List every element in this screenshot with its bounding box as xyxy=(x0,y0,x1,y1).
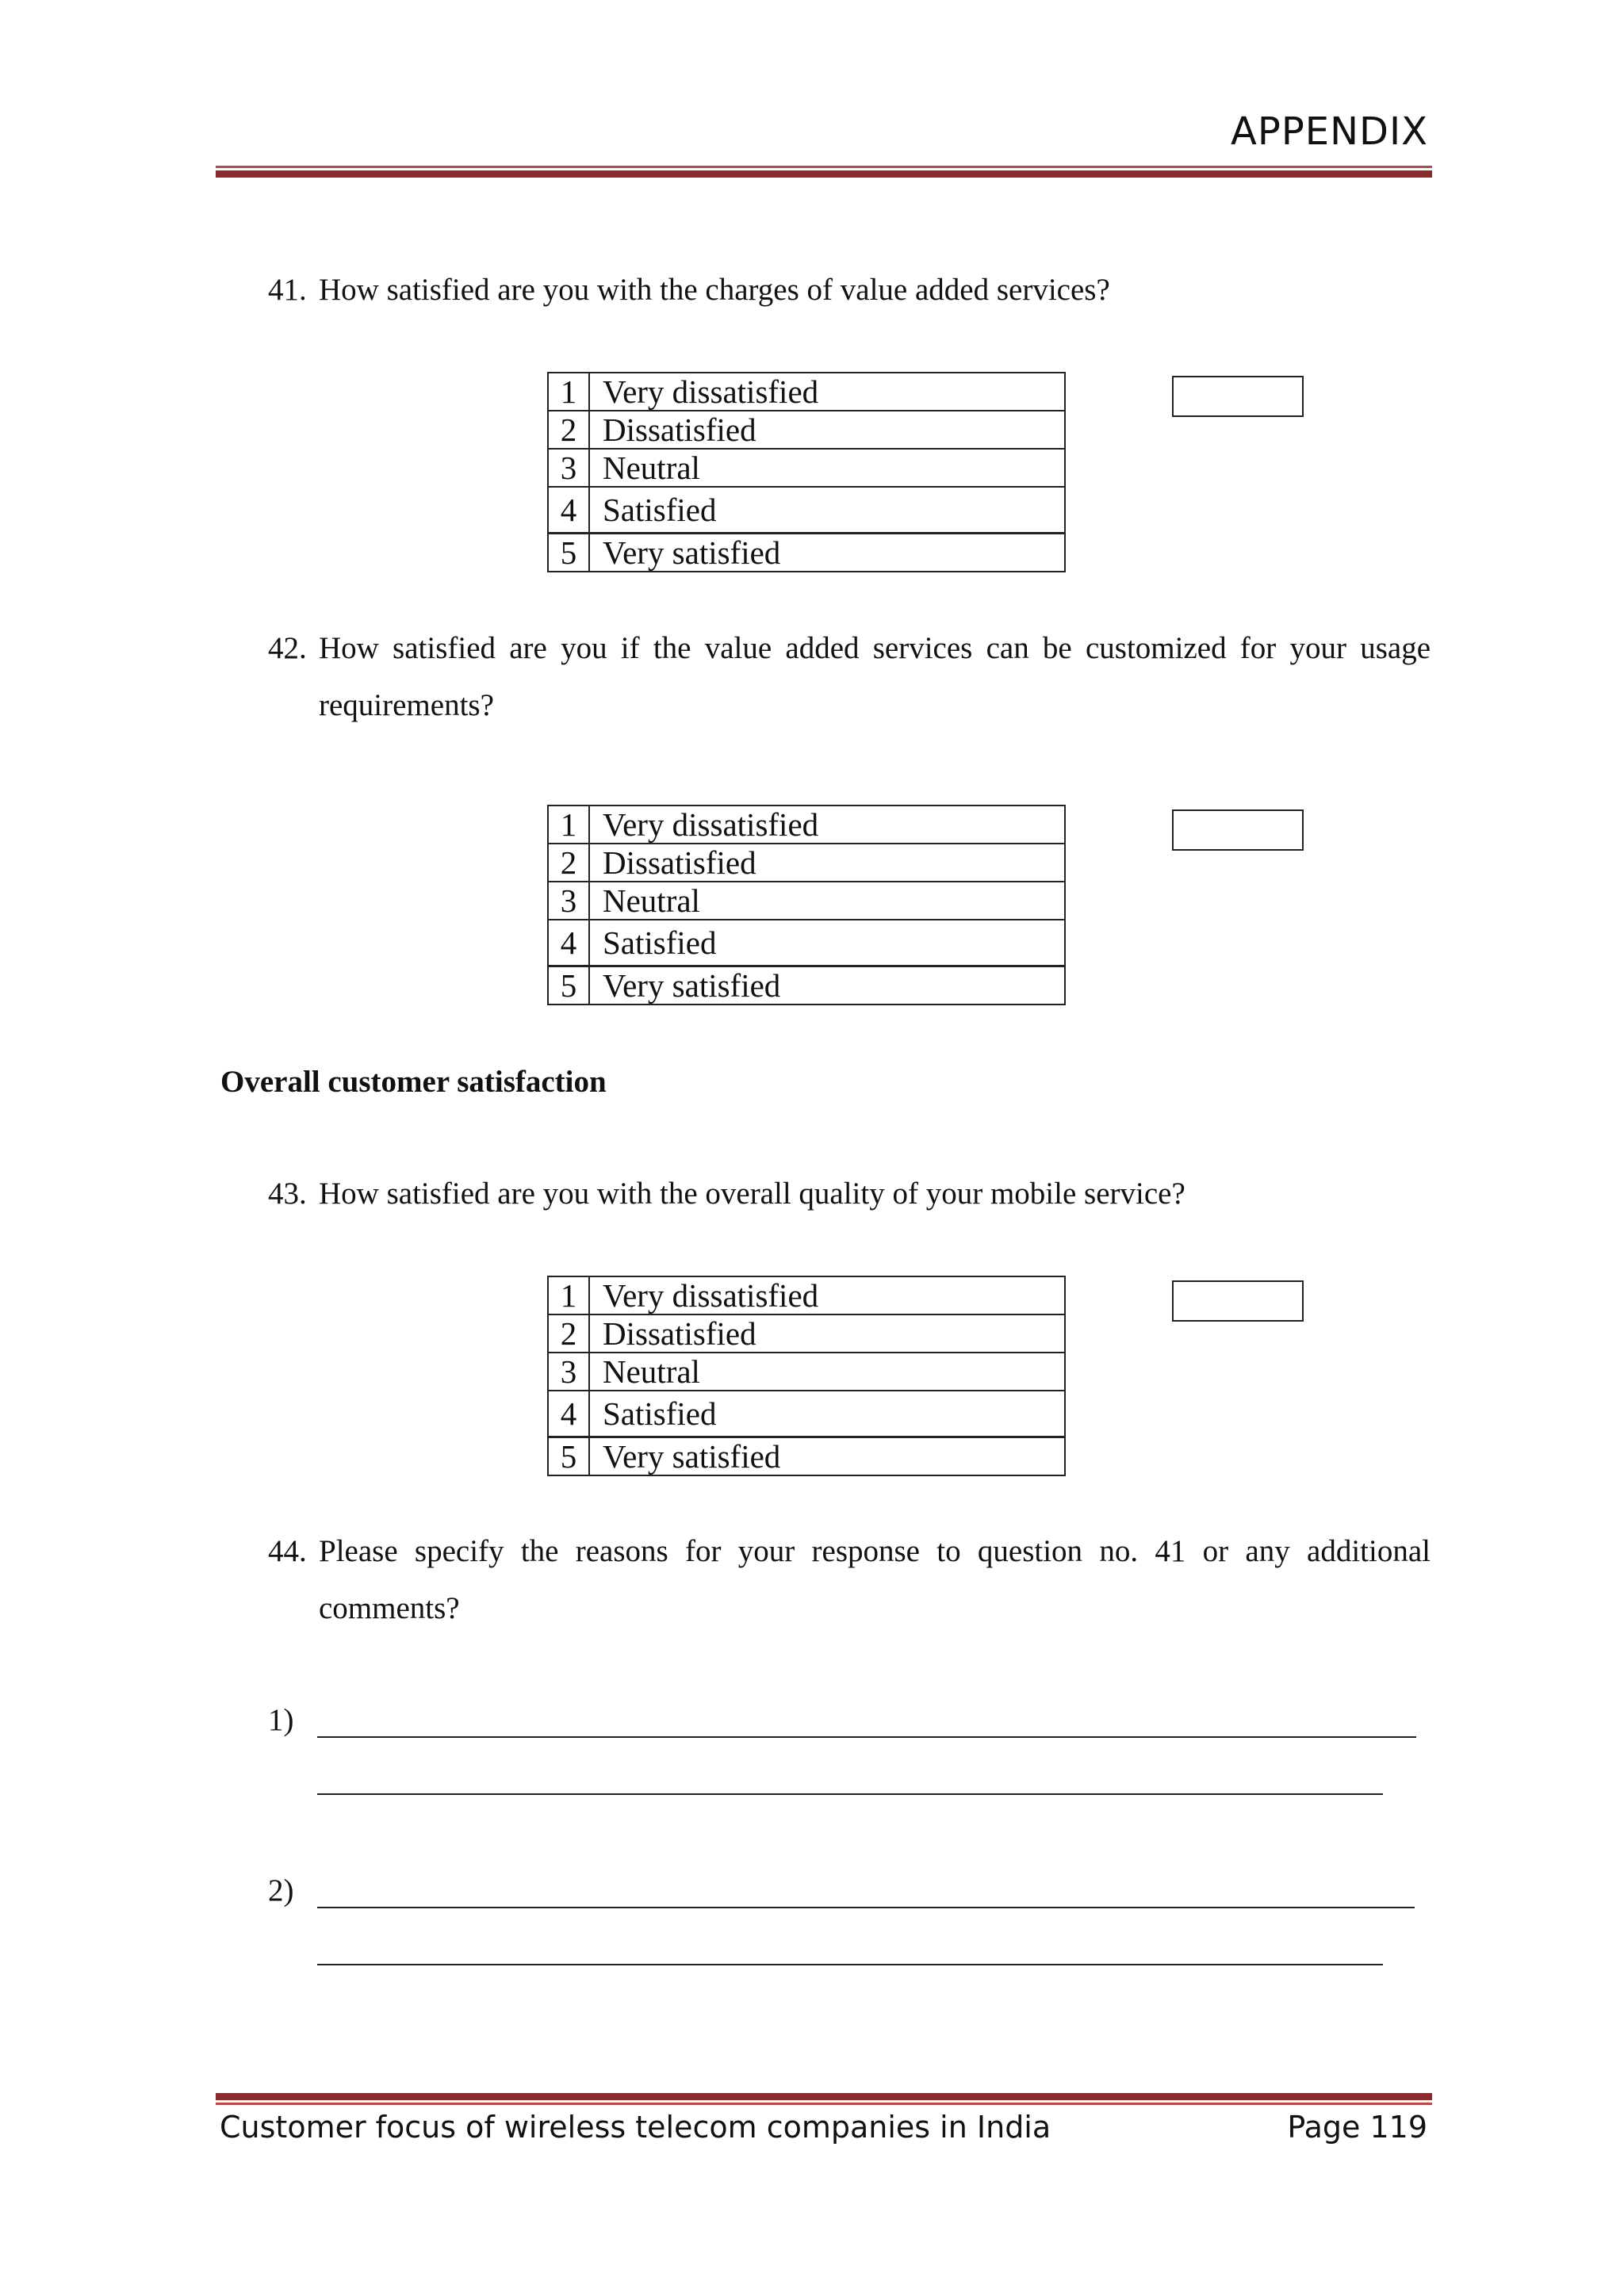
scale-number: 1 xyxy=(548,373,589,411)
question-text-line1: How satisfied are you if the value added services can be customized for your usage xyxy=(319,631,1431,665)
footer-rule-thin xyxy=(216,2103,1432,2105)
scale-number: 3 xyxy=(548,1353,589,1391)
scale-row xyxy=(548,373,1065,411)
scale-number: 5 xyxy=(548,1437,589,1476)
answer-box-q42[interactable] xyxy=(1172,809,1304,851)
scale-row xyxy=(548,966,1065,1005)
comment-line[interactable] xyxy=(317,1736,1416,1738)
scale-row xyxy=(548,411,1065,449)
scale-number: 2 xyxy=(548,411,589,449)
scale-row xyxy=(548,1314,1065,1353)
question-text: How satisfied are you with the charges of value added services? xyxy=(319,273,1110,307)
scale-number: 2 xyxy=(548,1314,589,1353)
scale-row xyxy=(548,920,1065,966)
comment-line[interactable] xyxy=(317,1907,1415,1908)
scale-label: Dissatisfied xyxy=(589,411,1065,449)
question-number: 42. xyxy=(268,631,307,665)
question-text-line1: Please specify the reasons for your response to question no. 41 or any additional xyxy=(319,1534,1431,1568)
scale-row xyxy=(548,1391,1065,1437)
scale-row xyxy=(548,1353,1065,1391)
question-text-line2: comments? xyxy=(319,1591,460,1625)
scale-row xyxy=(548,449,1065,487)
scale-number: 5 xyxy=(548,966,589,1005)
scale-number: 3 xyxy=(548,882,589,920)
scale-label: Dissatisfied xyxy=(589,1314,1065,1353)
header-rule-thin xyxy=(216,166,1432,168)
scale-label: Neutral xyxy=(589,882,1065,920)
section-heading: Overall customer satisfaction xyxy=(220,1065,607,1099)
scale-label: Satisfied xyxy=(589,487,1065,534)
question-text-line2: requirements? xyxy=(319,688,494,722)
scale-row xyxy=(548,487,1065,534)
header-rule-thick xyxy=(216,170,1432,178)
page-header-title: APPENDIX xyxy=(1231,109,1428,154)
question-43 xyxy=(268,1165,1431,1223)
scale-row xyxy=(548,1276,1065,1314)
scale-label: Very satisfied xyxy=(589,966,1065,1005)
scale-label: Neutral xyxy=(589,1353,1065,1391)
comment-item-label: 1) xyxy=(268,1703,294,1737)
footer-rule-thick xyxy=(216,2093,1432,2100)
scale-number: 3 xyxy=(548,449,589,487)
scale-label: Dissatisfied xyxy=(589,844,1065,882)
question-number: 41. xyxy=(268,273,307,307)
page-number: Page 119 xyxy=(1287,2110,1427,2145)
scale-row xyxy=(548,534,1065,572)
scale-number: 2 xyxy=(548,844,589,882)
scale-label: Very satisfied xyxy=(589,534,1065,572)
rating-scale-q42 xyxy=(547,805,1066,1005)
scale-row xyxy=(548,806,1065,844)
scale-row xyxy=(548,882,1065,920)
rating-scale-q41 xyxy=(547,372,1066,572)
answer-box-q41[interactable] xyxy=(1172,376,1304,417)
question-number: 44. xyxy=(268,1534,307,1568)
scale-number: 5 xyxy=(548,534,589,572)
scale-number: 4 xyxy=(548,920,589,966)
scale-label: Satisfied xyxy=(589,1391,1065,1437)
scale-label: Satisfied xyxy=(589,920,1065,966)
scale-label: Very satisfied xyxy=(589,1437,1065,1476)
comment-line[interactable] xyxy=(317,1793,1383,1795)
scale-number: 4 xyxy=(548,487,589,534)
scale-number: 4 xyxy=(548,1391,589,1437)
comment-item-label: 2) xyxy=(268,1873,294,1908)
scale-label: Very dissatisfied xyxy=(589,373,1065,411)
scale-number: 1 xyxy=(548,1276,589,1314)
question-42 xyxy=(268,620,1431,734)
question-41 xyxy=(268,262,1431,319)
scale-label: Very dissatisfied xyxy=(589,1276,1065,1314)
scale-row xyxy=(548,844,1065,882)
footer-title: Customer focus of wireless telecom companies in India xyxy=(220,2110,1051,2145)
comment-line[interactable] xyxy=(317,1964,1383,1965)
rating-scale-q43 xyxy=(547,1276,1066,1476)
scale-label: Very dissatisfied xyxy=(589,806,1065,844)
scale-row xyxy=(548,1437,1065,1476)
question-44 xyxy=(268,1523,1431,1637)
scale-number: 1 xyxy=(548,806,589,844)
question-number: 43. xyxy=(268,1177,307,1211)
answer-box-q43[interactable] xyxy=(1172,1280,1304,1322)
scale-label: Neutral xyxy=(589,449,1065,487)
question-text: How satisfied are you with the overall quality of your mobile service? xyxy=(319,1177,1185,1211)
